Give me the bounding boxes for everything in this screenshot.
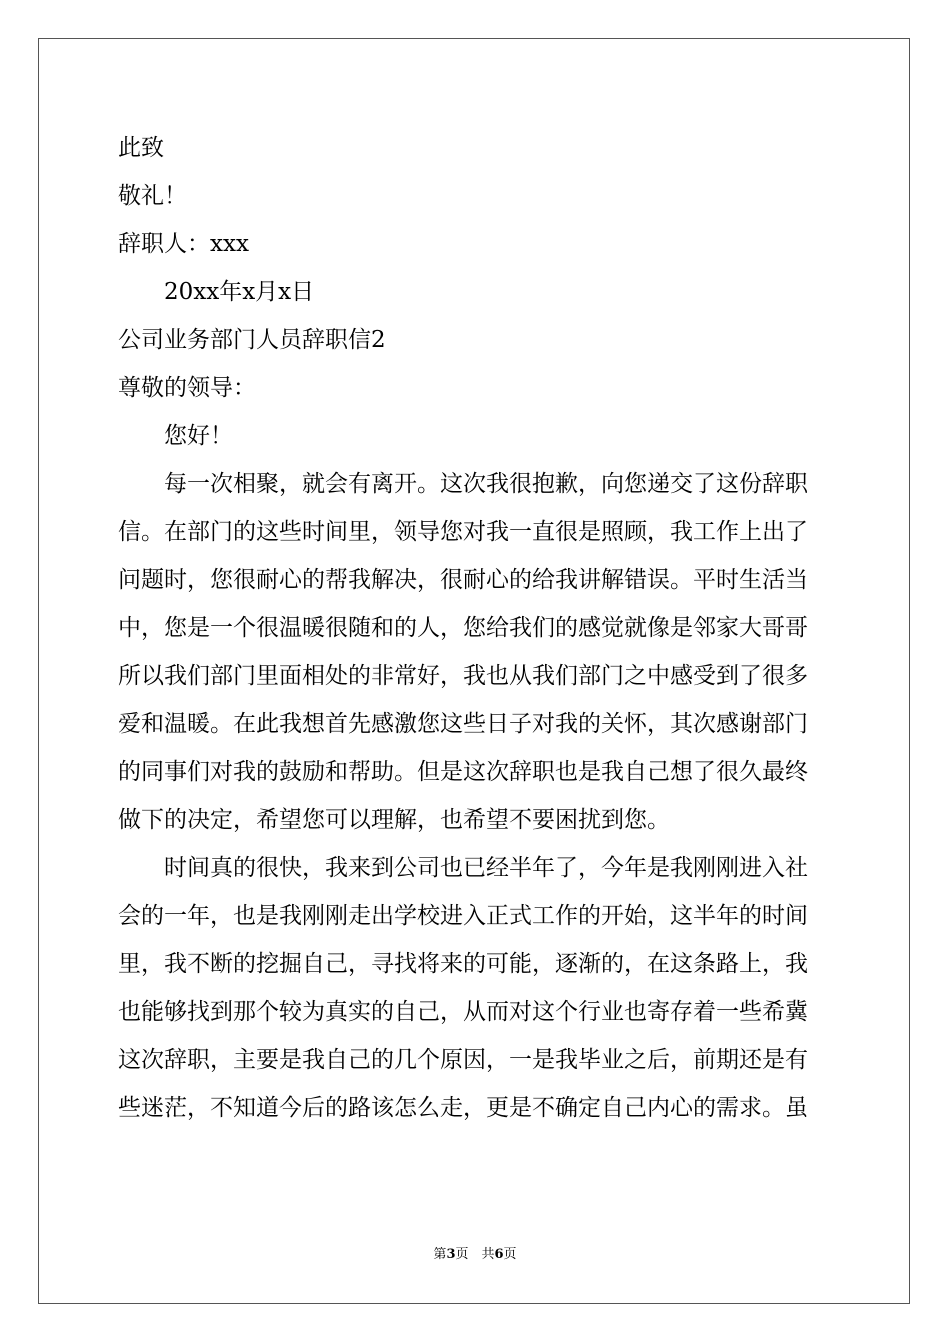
paragraph-line: 的同事们对我的鼓励和帮助。但是这次辞职也是我自己想了很久最终 xyxy=(118,759,808,785)
letter-title: 公司业务部门人员辞职信2 xyxy=(118,327,386,353)
signer-line: 辞职人：xxx xyxy=(118,231,249,257)
page-total: 6 xyxy=(494,1247,504,1262)
paragraph-line: 爱和温暖。在此我想首先感激您这些日子对我的关怀，其次感谢部门 xyxy=(118,711,808,737)
paragraph-line: 中，您是一个很温暖很随和的人，您给我们的感觉就像是邻家大哥哥 xyxy=(118,615,808,641)
page-current: 3 xyxy=(446,1247,456,1262)
page-prefix: 第 xyxy=(433,1247,447,1262)
paragraph-line: 信。在部门的这些时间里，领导您对我一直很是照顾，我工作上出了 xyxy=(118,519,808,545)
hello-line: 您好！ xyxy=(164,423,233,449)
greeting-line: 尊敬的领导： xyxy=(118,375,256,401)
page-footer xyxy=(0,1247,950,1263)
paragraph-line: 里，我不断的挖掘自己，寻找将来的可能，逐渐的，在这条路上，我 xyxy=(118,951,808,977)
date-line: 20xx年x月x日 xyxy=(164,279,315,305)
closing-line: 此致 xyxy=(118,135,164,161)
paragraph-line: 问题时，您很耐心的帮我解决，很耐心的给我讲解错误。平时生活当 xyxy=(118,567,808,593)
page-mid: 页 共 xyxy=(455,1247,495,1262)
paragraph-line: 些迷茫，不知道今后的路该怎么走，更是不确定自己内心的需求。虽 xyxy=(118,1095,808,1121)
paragraph-line: 也能够找到那个较为真实的自己，从而对这个行业也寄存着一些希冀 xyxy=(118,999,808,1025)
document-body xyxy=(118,124,834,1132)
paragraph-line: 时间真的很快，我来到公司也已经半年了，今年是我刚刚进入社 xyxy=(164,855,808,881)
paragraph-line: 这次辞职，主要是我自己的几个原因，一是我毕业之后，前期还是有 xyxy=(118,1047,808,1073)
paragraph-line: 每一次相聚，就会有离开。这次我很抱歉，向您递交了这份辞职 xyxy=(164,471,808,497)
paragraph-line: 会的一年，也是我刚刚走出学校进入正式工作的开始，这半年的时间 xyxy=(118,903,808,929)
page-suffix: 页 xyxy=(503,1247,517,1262)
paragraph-line: 所以我们部门里面相处的非常好，我也从我们部门之中感受到了很多 xyxy=(118,663,808,689)
salutation-line: 敬礼！ xyxy=(118,183,187,209)
paragraph-line: 做下的决定，希望您可以理解，也希望不要困扰到您。 xyxy=(118,807,670,833)
